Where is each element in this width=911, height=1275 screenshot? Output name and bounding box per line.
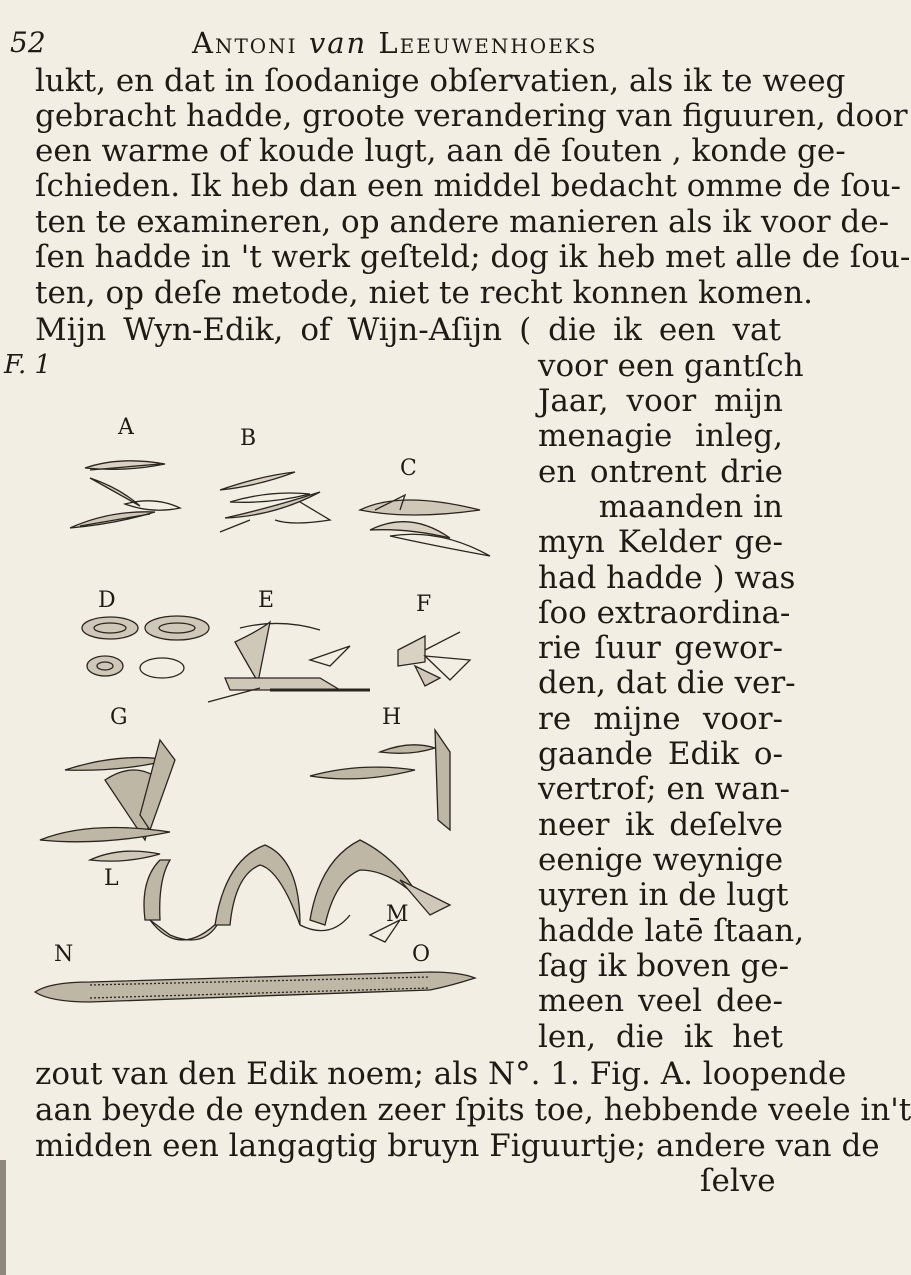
figure-label: L bbox=[104, 866, 119, 891]
text-line: Mijn Wyn-Edik, of Wijn-Aſijn ( die ik een vat bbox=[35, 312, 781, 348]
text-line: ten, op deſe metode, niet te recht konnen komen. bbox=[35, 275, 814, 311]
side-text-line: uyren in de lugt bbox=[538, 877, 789, 913]
page-number: 52 bbox=[10, 26, 46, 59]
figure-label: H bbox=[382, 705, 402, 730]
figure-shape-b bbox=[220, 472, 330, 532]
figure-shape-m bbox=[310, 840, 450, 942]
running-head-surname: Leeuwenhoeks bbox=[378, 26, 598, 60]
running-head-van: van bbox=[308, 26, 368, 60]
side-text-line: maanden in bbox=[598, 489, 783, 525]
page-edge-shadow bbox=[0, 1160, 6, 1275]
figure-shape-h bbox=[310, 730, 450, 830]
side-text-line: rie ſuur gewor- bbox=[538, 630, 783, 666]
side-text-line: re mijne voor- bbox=[538, 701, 783, 737]
figure-shape-g bbox=[40, 740, 175, 861]
side-text-line: meen veel dee- bbox=[538, 983, 783, 1019]
side-text-line: ſag ik boven ge- bbox=[538, 948, 790, 984]
figure-label: D bbox=[98, 588, 116, 613]
side-text-line: Jaar, voor mijn bbox=[538, 383, 783, 419]
side-text-line: len, die ik het bbox=[538, 1019, 783, 1055]
figure-label: G bbox=[110, 705, 128, 730]
side-text-line: had hadde ) was bbox=[538, 560, 796, 596]
catchword: ſelve bbox=[700, 1163, 776, 1199]
running-head bbox=[192, 26, 597, 60]
text-line: ſen hadde in 't werk geſteld; dog ik heb met alle de ſou- bbox=[35, 239, 911, 275]
text-line: zout van den Edik noem; als N°. 1. Fig. A. loopende bbox=[35, 1056, 847, 1092]
side-text-line: gaande Edik o- bbox=[538, 736, 783, 772]
figure-shape-e bbox=[208, 622, 370, 702]
figure-shape-f bbox=[398, 632, 470, 686]
side-text-line: menagie inleg, bbox=[538, 418, 783, 454]
figure-label: N bbox=[54, 942, 74, 967]
page-header bbox=[0, 10, 801, 60]
figure-label: M bbox=[386, 902, 409, 927]
running-head-name: Antoni bbox=[192, 26, 298, 60]
crystal-figure bbox=[30, 360, 530, 1060]
side-text-line: vertrof; en wan- bbox=[538, 771, 791, 807]
figure-label: C bbox=[400, 456, 417, 481]
side-text-line: den, dat die ver- bbox=[538, 665, 796, 701]
text-line: ten te examineren, op andere manieren als ik voor de- bbox=[35, 204, 890, 240]
text-line: aan beyde de eynden zeer ſpits toe, hebbende veele in't bbox=[35, 1092, 911, 1128]
text-line: een warme of koude lugt, aan dē ſouten , konde ge- bbox=[35, 133, 846, 169]
side-text-line: myn Kelder ge- bbox=[538, 524, 783, 560]
figure-label: B bbox=[240, 426, 257, 451]
figure-shape-d bbox=[82, 616, 209, 678]
figure-caption: F. 1 bbox=[4, 350, 52, 380]
side-text-line: en ontrent drie bbox=[538, 454, 783, 490]
text-line: ſchieden. Ik heb dan een middel bedacht omme de ſou- bbox=[35, 168, 902, 204]
side-text-line: voor een gantſch bbox=[538, 348, 804, 384]
figure-label: E bbox=[258, 588, 275, 613]
figure-label: O bbox=[412, 942, 431, 967]
side-text-line: ſoo extraordina- bbox=[538, 595, 791, 631]
side-text-line: eenige weynige bbox=[538, 842, 784, 878]
text-line: lukt, en dat in ſoodanige obſervatien, als ik te weeg bbox=[35, 63, 846, 99]
figure-label: F bbox=[416, 592, 432, 617]
figure-shape-a bbox=[70, 461, 180, 528]
text-line: midden een langagtig bruyn Figuurtje; andere van de bbox=[35, 1128, 880, 1164]
figure-shape-c bbox=[360, 495, 490, 556]
figure-label: A bbox=[118, 415, 134, 440]
side-text-line: neer ik deſelve bbox=[538, 807, 783, 843]
figure-shape-n-o bbox=[35, 972, 475, 1002]
side-text-line: hadde latē ſtaan, bbox=[538, 913, 805, 949]
text-line: gebracht hadde, groote verandering van figuuren, door bbox=[35, 98, 908, 134]
